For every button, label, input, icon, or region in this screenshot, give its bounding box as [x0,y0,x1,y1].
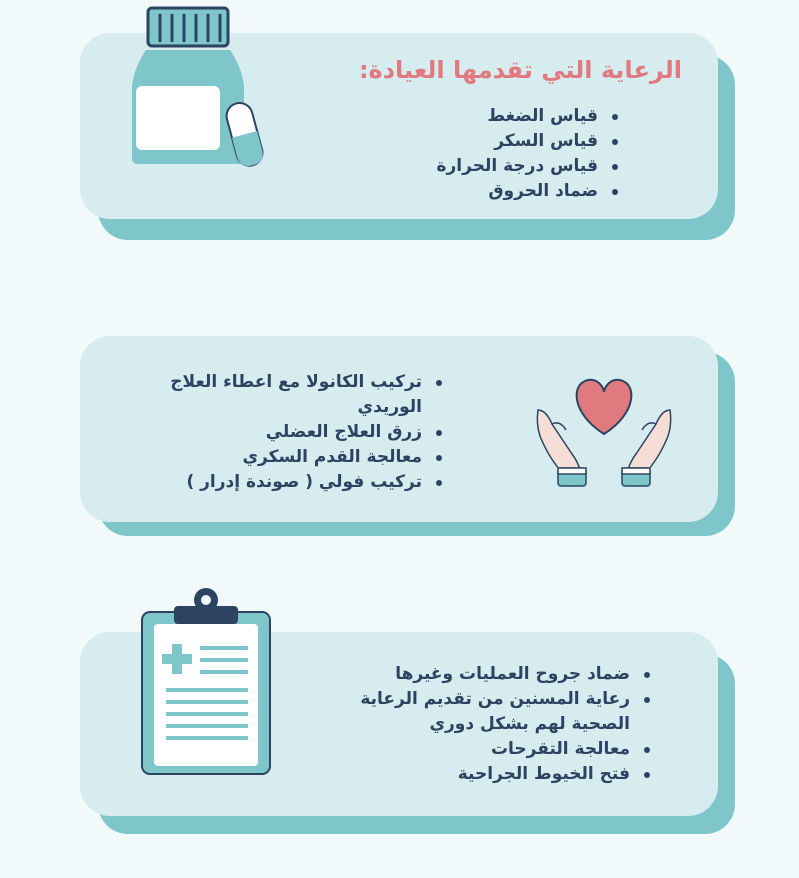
list-item: قياس السكر [260,129,622,154]
list-item: ضماد الحروق [260,179,622,204]
list-item: قياس الضغط [260,104,622,129]
service-list [166,370,446,495]
list-item: رعاية المسنين من تقديم الرعاية الصحية لهم بشكل دوري [330,687,654,737]
service-list [260,104,622,204]
list-item: تركيب الكانولا مع اعطاء العلاج الوريدي [166,370,446,420]
list-item: فتح الخيوط الجراحية [330,762,654,787]
list-item: معالجة القدم السكري [166,445,446,470]
list-item: تركيب فولي ( صوندة إدرار ) [166,470,446,495]
list-item: زرق العلاج العضلي [166,420,446,445]
list-item: ضماد جروح العمليات وغيرها [330,662,654,687]
list-item: معالجة التقرحات [330,737,654,762]
medical-clipboard-icon [138,588,274,778]
heart-hands-icon [532,374,676,490]
service-list [330,662,654,787]
medicine-bottle-icon [128,8,268,168]
list-item: قياس درجة الحرارة [260,154,622,179]
card-title: الرعاية التي تقدمها العيادة: [358,56,682,84]
